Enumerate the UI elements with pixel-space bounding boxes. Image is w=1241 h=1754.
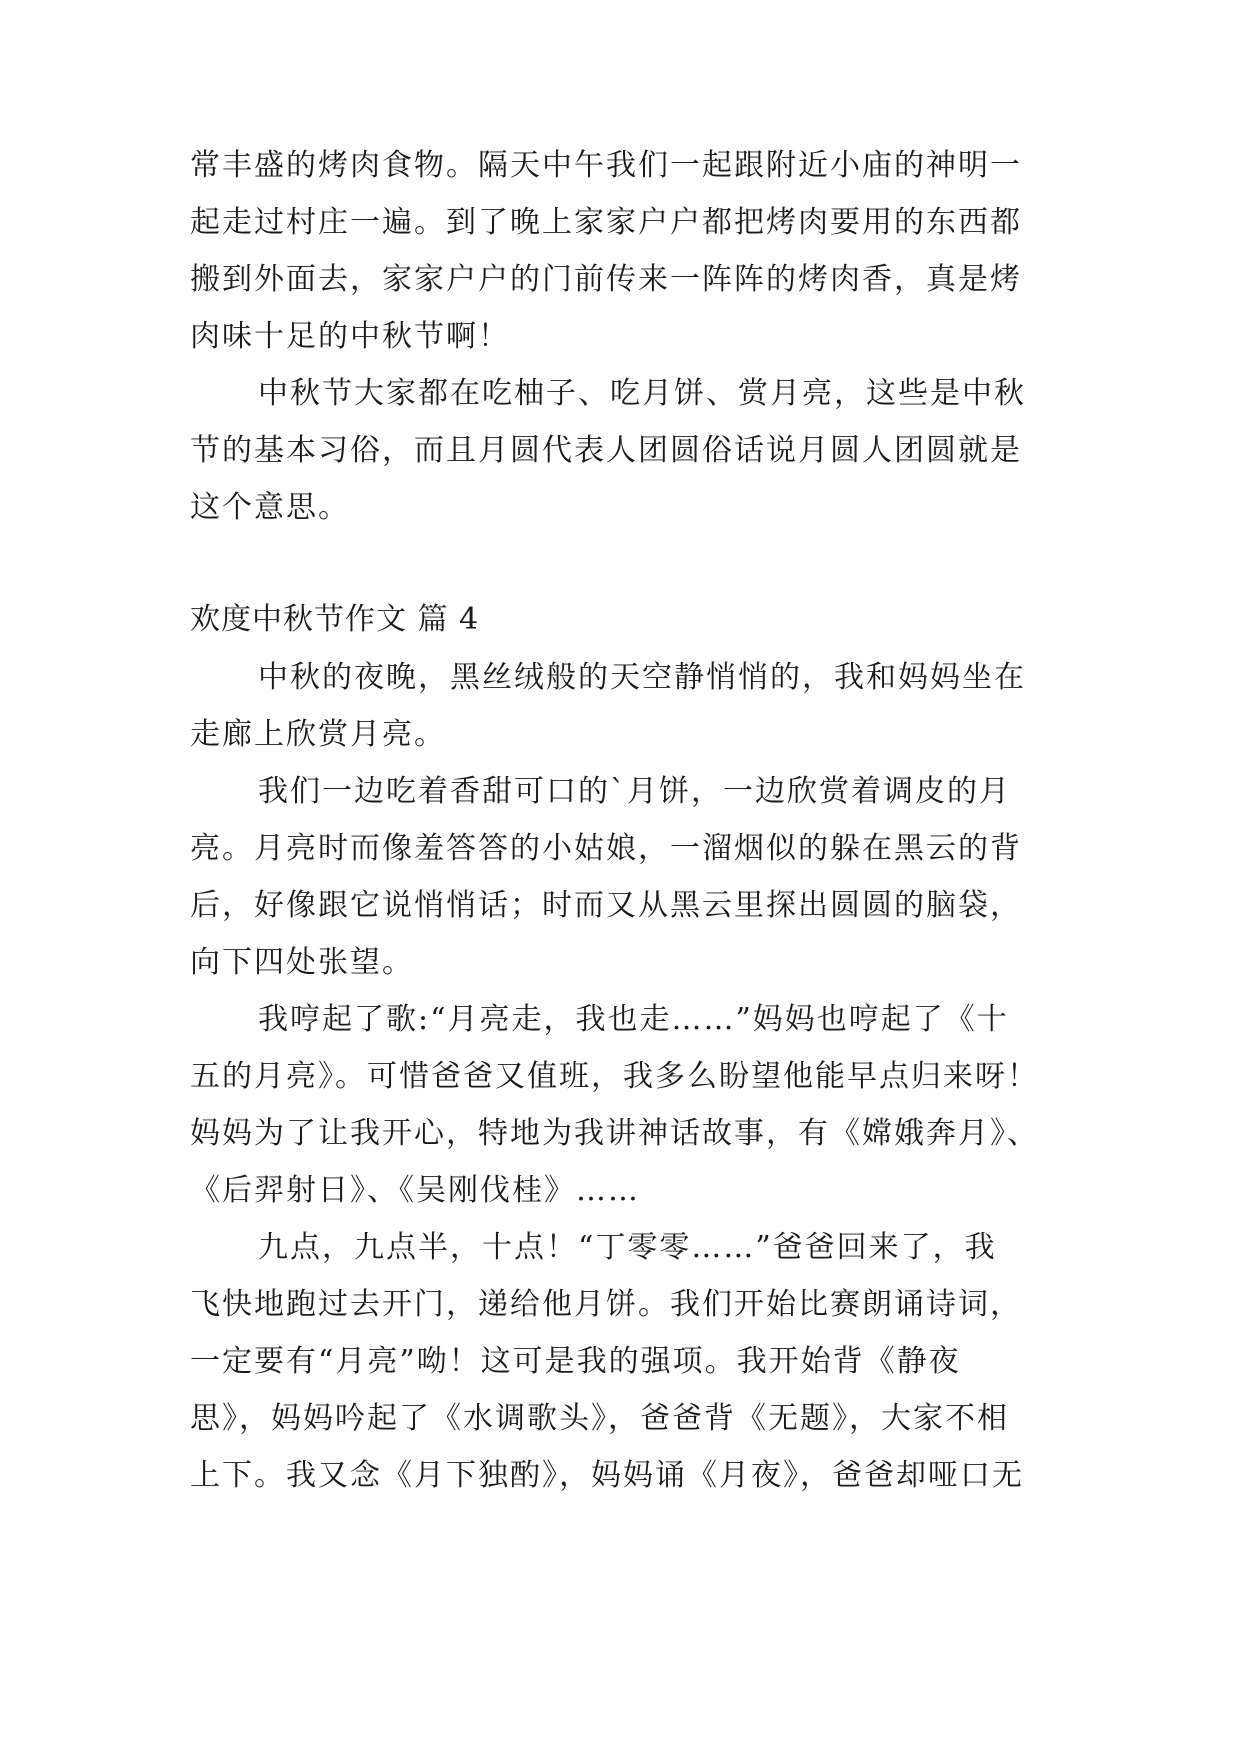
text-line: 常丰盛的烤肉食物。隔天中午我们一起跟附近小庙的神明一 (190, 148, 1022, 183)
text-line: 肉味十足的中秋节啊！ (190, 319, 510, 354)
text-line: 走廊上欣赏月亮。 (190, 717, 446, 752)
text-line: 妈妈为了让我开心，特地为我讲神话故事，有《嫦娥奔月》、 (190, 1116, 1039, 1151)
text-line: 后，好像跟它说悄悄话；时而又从黑云里探出圆圆的脑袋， (190, 888, 1022, 923)
text-line: 起走过村庄一遍。到了晚上家家户户都把烤肉要用的东西都 (190, 205, 1022, 240)
text-line: 《后羿射日》、《吴刚伐桂》…… (190, 1173, 640, 1208)
text-line: 节的基本习俗，而且月圆代表人团圆俗话说月圆人团圆就是 (190, 433, 1022, 468)
text-line: 向下四处张望。 (190, 945, 414, 980)
text-line: 亮。月亮时而像羞答答的小姑娘，一溜烟似的躲在黑云的背 (190, 831, 1022, 866)
text-line: 这个意思。 (190, 490, 350, 525)
section-heading: 欢度中秋节作文 篇 4 (190, 602, 480, 637)
text-line: 我们一边吃着香甜可口的`月饼，一边欣赏着调皮的月 (258, 774, 1011, 809)
text-line: 中秋节大家都在吃柚子、吃月饼、赏月亮，这些是中秋 (258, 376, 1026, 411)
text-line: 上下。我又念《月下独酌》，妈妈诵《月夜》，爸爸却哑口无 (190, 1458, 1024, 1493)
text-line: 我哼起了歌:“月亮走，我也走……”妈妈也哼起了《十 (258, 1002, 1009, 1037)
text-line: 九点，九点半，十点！“丁零零……”爸爸回来了，我 (258, 1230, 997, 1265)
text-line: 一定要有“月亮”呦！这可是我的强项。我开始背《静夜 (190, 1344, 961, 1379)
text-line: 五的月亮》。可惜爸爸又值班，我多么盼望他能早点归来呀！ (190, 1059, 1039, 1094)
text-line: 搬到外面去，家家户户的门前传来一阵阵的烤肉香，真是烤 (190, 262, 1022, 297)
text-line: 中秋的夜晚，黑丝绒般的天空静悄悄的，我和妈妈坐在 (258, 660, 1026, 695)
text-line: 飞快地跑过去开门，递给他月饼。我们开始比赛朗诵诗词， (190, 1287, 1022, 1322)
text-line: 思》，妈妈吟起了《水调歌头》，爸爸背《无题》，大家不相 (190, 1401, 1009, 1436)
